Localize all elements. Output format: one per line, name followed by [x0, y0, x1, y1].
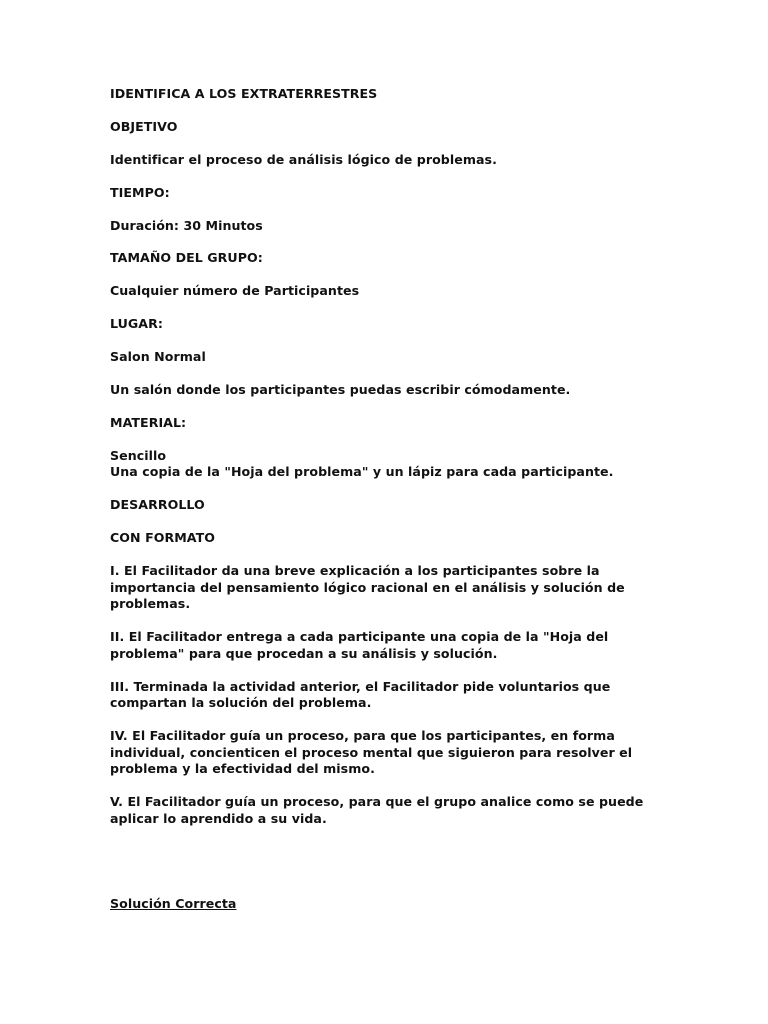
solution-heading: Solución Correcta	[110, 895, 237, 911]
lugar-description: Un salón donde los participantes puedas escribir cómodamente.	[110, 382, 571, 398]
step-paragraph: III. Terminada la actividad anterior, el Facilitador pide voluntarios que compartan la solución del problema.	[110, 678, 611, 711]
material-line-1: Sencillo	[110, 447, 167, 463]
tiempo-heading: TIEMPO:	[110, 184, 170, 200]
grupo-heading: TAMAÑO DEL GRUPO:	[110, 250, 263, 266]
step-paragraph: V. El Facilitador guía un proceso, para que el grupo analice como se puede aplicar lo aprendido a su vida.	[110, 794, 644, 826]
lugar-heading: LUGAR:	[110, 316, 163, 332]
document-page	[110, 86, 670, 929]
document-title: IDENTIFICA A LOS EXTRATERRESTRES	[110, 86, 378, 101]
lugar-text: Salon Normal	[110, 349, 206, 365]
tiempo-text: Duración: 30 Minutos	[110, 217, 263, 233]
step-paragraph: II. El Facilitador entrega a cada participante una copia de la "Hoja del problema" para que procedan a su análisis y solución.	[110, 629, 609, 661]
grupo-text: Cualquier número de Participantes	[110, 283, 360, 299]
step-paragraph: I. El Facilitador da una breve explicación a los participantes sobre la importancia del pensamiento lógico racional en el análisis y solución de problemas.	[110, 563, 625, 612]
objetivo-text: Identificar el proceso de análisis lógico de problemas.	[110, 151, 497, 167]
formato-heading: CON FORMATO	[110, 530, 216, 546]
desarrollo-heading: DESARROLLO	[110, 497, 205, 513]
material-line-2: Una copia de la "Hoja del problema" y un lápiz para cada participante.	[110, 464, 614, 480]
objetivo-heading: OBJETIVO	[110, 118, 178, 134]
step-paragraph: IV. El Facilitador guía un proceso, para que los participantes, en forma individual, concienticen el proceso mental que siguieron para resolver el problema y la efectividad del mismo.	[110, 728, 633, 777]
blank-space	[110, 844, 670, 896]
material-heading: MATERIAL:	[110, 414, 187, 430]
